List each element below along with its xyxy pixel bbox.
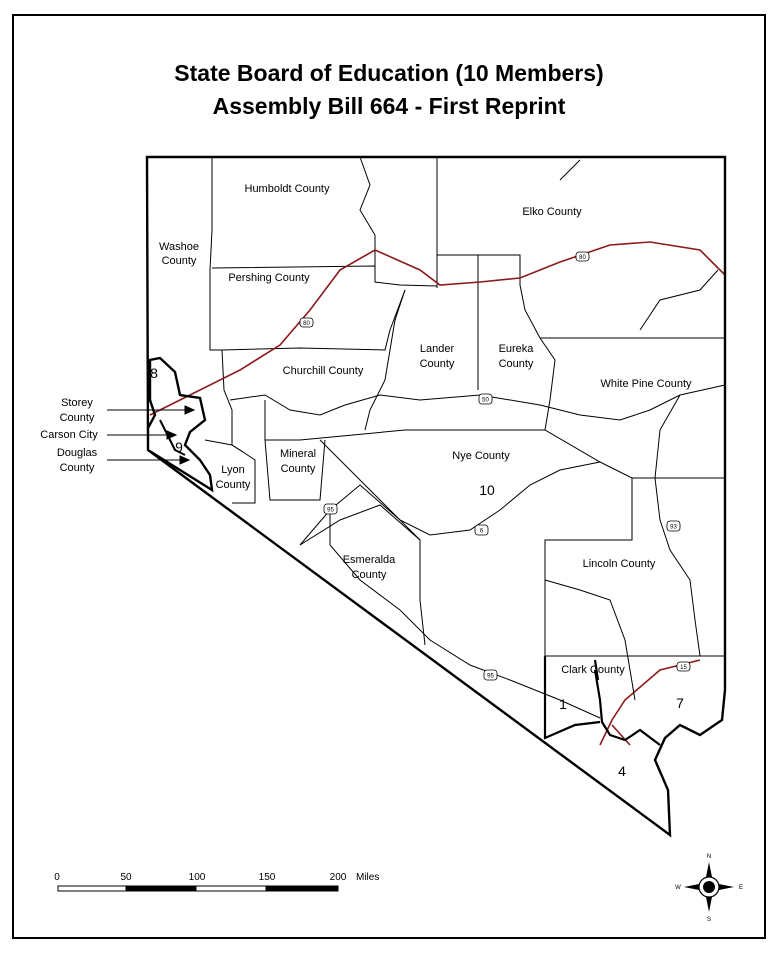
churchill-label: Churchill County <box>282 365 364 377</box>
district-10-label: 10 <box>479 482 495 498</box>
carson-label: Carson City <box>40 429 98 441</box>
scale-seg-3 <box>196 886 266 891</box>
eureka-label-2: County <box>498 358 534 370</box>
douglas-arrow-head <box>180 456 189 464</box>
compass-e: E <box>738 885 744 891</box>
lyon-label-2: County <box>215 479 251 491</box>
eureka-label-1: Eureka <box>498 343 534 355</box>
compass-s: S <box>706 917 712 923</box>
district-4-label: 4 <box>618 763 626 779</box>
lincoln-label: Lincoln County <box>582 558 656 570</box>
compass-n: N <box>706 854 712 860</box>
map-title: State Board of Education (10 Members) <box>174 60 604 86</box>
storey-label-2: County <box>59 412 95 424</box>
highways <box>150 242 725 745</box>
washoe-east-boundary <box>210 157 243 452</box>
district-8-label: 8 <box>150 365 158 381</box>
scale-bar <box>54 872 379 891</box>
scale-seg-1 <box>58 886 126 891</box>
lincoln-road <box>545 580 635 700</box>
svg-text:95: 95 <box>327 507 334 514</box>
clark-label: Clark County <box>561 664 625 676</box>
us-50-road <box>230 385 725 420</box>
map-subtitle: Assembly Bill 664 - First Reprint <box>212 93 566 119</box>
humboldt-label: Humboldt County <box>244 183 330 195</box>
us93-shield <box>667 521 680 531</box>
svg-text:93: 93 <box>670 524 677 531</box>
svg-text:95: 95 <box>487 673 494 680</box>
scale-tick-0: 0 <box>54 872 60 883</box>
county-boundaries <box>205 157 725 656</box>
highway-shields <box>300 252 690 680</box>
elko-label: Elko County <box>522 206 582 218</box>
storey-arrow-head <box>185 406 194 414</box>
secondary-roads <box>230 160 725 718</box>
carson-arrow-head <box>167 431 176 439</box>
nye-label: Nye County <box>452 450 510 462</box>
us50-shield <box>479 394 492 404</box>
highway-93-south <box>612 725 630 745</box>
elko-east-road <box>640 270 718 330</box>
county-labels <box>40 183 692 676</box>
elko-south-boundary <box>437 255 725 338</box>
i15-shield <box>677 662 690 671</box>
svg-text:50: 50 <box>482 397 489 404</box>
nevada-state-outline <box>147 157 725 835</box>
scale-tick-50: 50 <box>120 872 132 883</box>
svg-text:80: 80 <box>303 321 310 327</box>
district-9-label: 9 <box>175 439 183 455</box>
us95-shield-a <box>324 504 337 514</box>
i80-shield-b <box>300 318 313 327</box>
douglas-label-1: Douglas <box>56 447 98 459</box>
lander-label-2: County <box>419 358 455 370</box>
pershing-south-boundary <box>222 290 405 350</box>
douglas-label-2: County <box>59 462 95 474</box>
elko-north-road <box>560 160 580 180</box>
scale-seg-4 <box>266 886 338 891</box>
district-labels <box>150 365 684 779</box>
scale-tick-150: 150 <box>258 872 276 883</box>
eureka-whitepine-boundary <box>540 338 555 430</box>
scale-tick-200: 200 <box>329 872 347 883</box>
esmeralda-label-2: County <box>351 569 387 581</box>
washoe-label-2: County <box>161 255 197 267</box>
pershing-label: Pershing County <box>228 272 310 284</box>
us6-shield <box>475 525 488 535</box>
svg-text:80: 80 <box>579 255 586 261</box>
washoe-label-1: Washoe <box>159 241 199 253</box>
white-pine-label: White Pine County <box>600 378 692 390</box>
scale-unit: Miles <box>356 872 380 883</box>
compass-w: W <box>675 885 681 891</box>
mineral-label-2: County <box>280 463 316 475</box>
district-1-label: 1 <box>559 696 567 712</box>
district-7-label: 7 <box>676 695 684 711</box>
us95-shield-b <box>484 670 497 680</box>
compass-rose-icon <box>675 854 743 923</box>
mineral-label-1: Mineral <box>279 448 317 460</box>
storey-label-1: Storey <box>61 397 93 409</box>
esmeralda-label-1: Esmeralda <box>342 554 396 566</box>
scale-tick-100: 100 <box>188 872 206 883</box>
svg-text:15: 15 <box>680 665 687 671</box>
lander-west-boundary <box>365 290 405 430</box>
lander-label-1: Lander <box>419 343 455 355</box>
us-6-road <box>300 462 600 545</box>
lyon-label-1: Lyon <box>221 464 245 476</box>
svg-text:6: 6 <box>479 528 484 535</box>
mineral-nye-boundary <box>320 440 420 540</box>
i80-shield-a <box>576 252 589 261</box>
scale-seg-2 <box>126 886 196 891</box>
